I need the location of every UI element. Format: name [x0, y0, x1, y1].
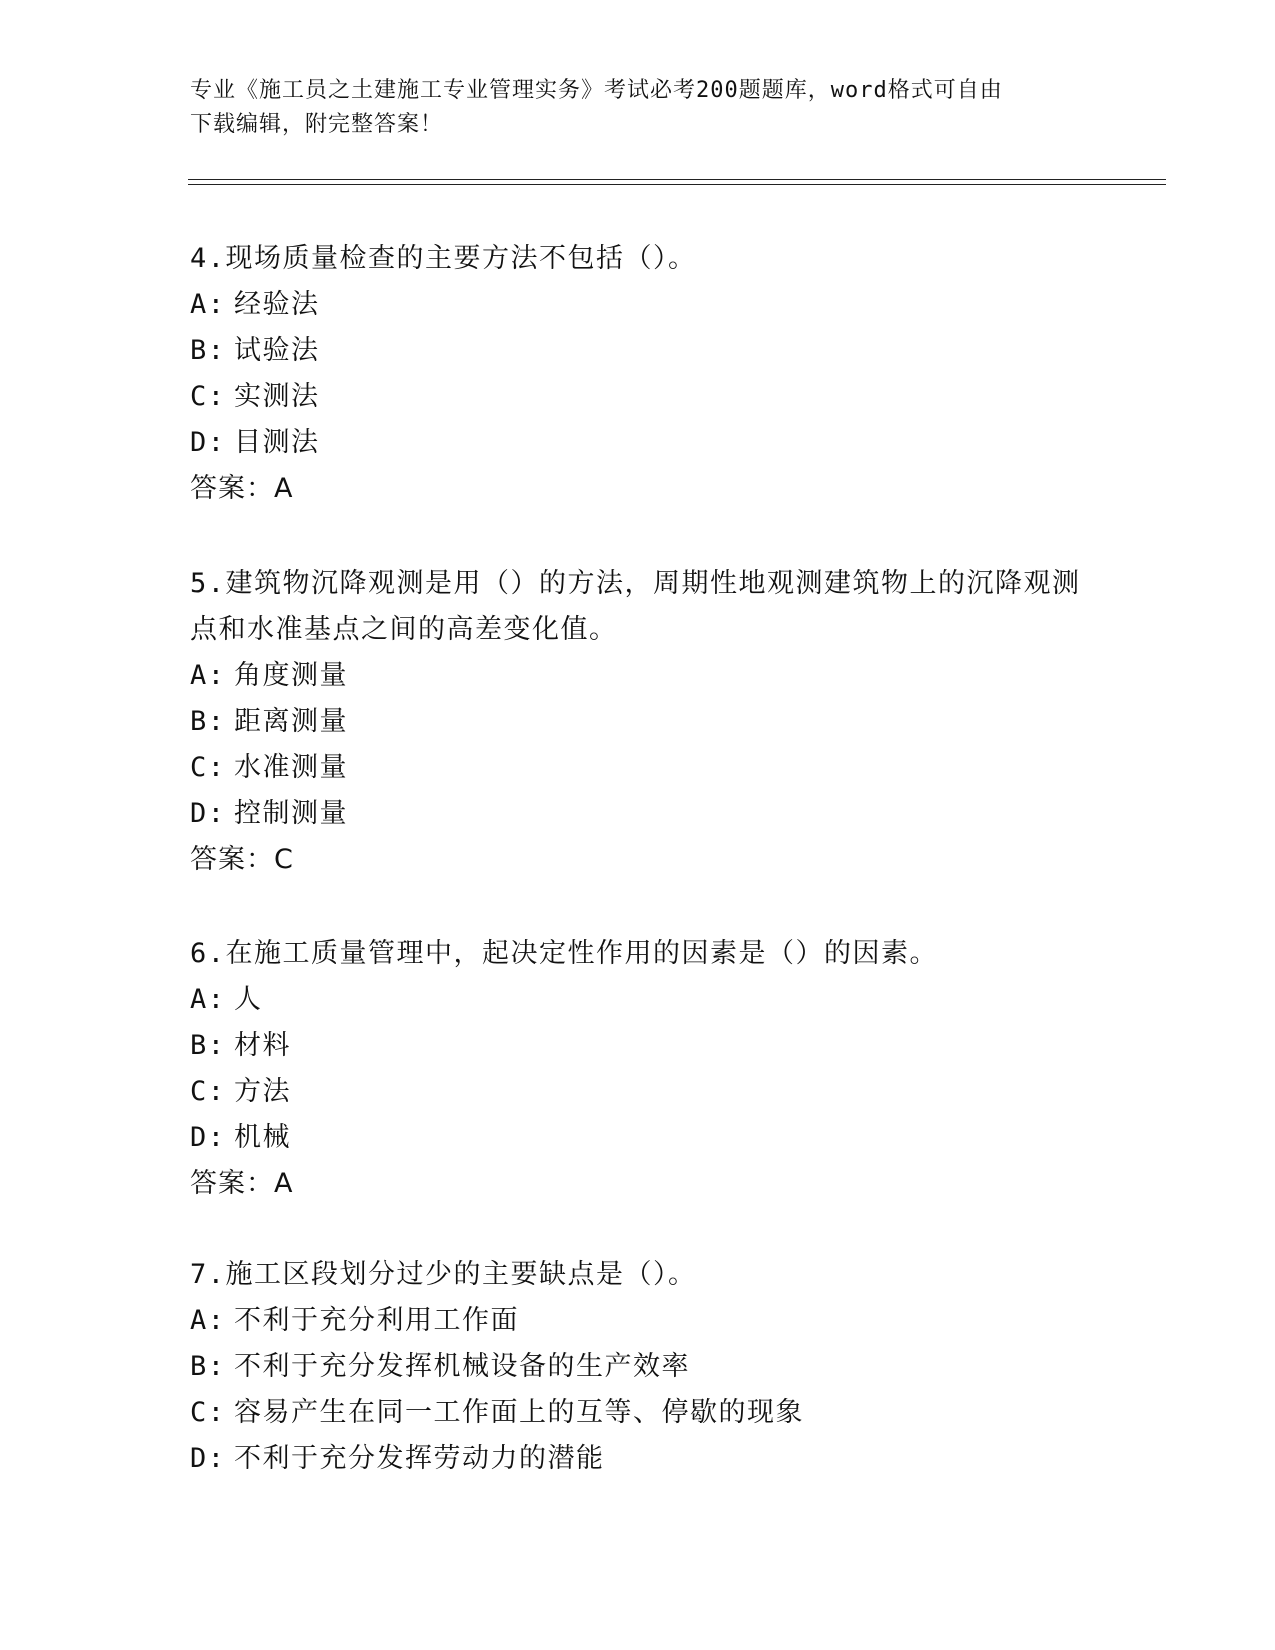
option-letter: C:	[190, 1397, 226, 1428]
option-letter: A:	[190, 289, 226, 320]
question-stem: 6.在施工质量管理中，起决定性作用的因素是（）的因素。	[190, 938, 939, 969]
option-letter: A:	[190, 660, 226, 691]
option-text: 机械	[234, 1122, 291, 1153]
option-c	[190, 374, 1090, 420]
question-stem: 4.现场质量检查的主要方法不包括（）。	[190, 243, 697, 274]
option-letter: B:	[190, 706, 226, 737]
option-letter: A:	[190, 1305, 226, 1336]
option-letter: C:	[190, 752, 226, 783]
option-text: 容易产生在同一工作面上的互等、停歇的现象	[234, 1397, 804, 1428]
option-d	[190, 1115, 1090, 1161]
answer-line: 答案：A	[190, 1168, 294, 1199]
question-stem: 7.施工区段划分过少的主要缺点是（）。	[190, 1259, 697, 1290]
option-c	[190, 1069, 1090, 1115]
option-c	[190, 1390, 1090, 1436]
option-text: 控制测量	[234, 798, 348, 829]
option-text: 不利于充分利用工作面	[234, 1305, 519, 1336]
option-letter: D:	[190, 427, 226, 458]
option-letter: D:	[190, 798, 226, 829]
header-line-1: 专业《施工员之土建施工专业管理实务》考试必考200题题库，word格式可自由	[190, 78, 1003, 103]
option-text: 实测法	[234, 381, 320, 412]
document-header	[190, 74, 1080, 142]
header-rule-bottom	[188, 184, 1166, 185]
option-letter: B:	[190, 1351, 226, 1382]
option-d	[190, 791, 1090, 837]
option-letter: D:	[190, 1443, 226, 1474]
option-letter: C:	[190, 381, 226, 412]
header-line-2: 下载编辑，附完整答案！	[190, 112, 444, 137]
option-b	[190, 328, 1090, 374]
option-text: 试验法	[234, 335, 320, 366]
option-text: 不利于充分发挥机械设备的生产效率	[234, 1351, 690, 1382]
option-text: 人	[234, 984, 263, 1015]
question-5	[190, 561, 1090, 883]
option-a	[190, 282, 1090, 328]
option-d	[190, 420, 1090, 466]
option-b	[190, 1344, 1090, 1390]
option-letter: A:	[190, 984, 226, 1015]
question-stem: 5.建筑物沉降观测是用（）的方法，周期性地观测建筑物上的沉降观测点和水准基点之间的高差变化值。	[190, 568, 1081, 645]
question-7	[190, 1252, 1090, 1482]
option-text: 材料	[234, 1030, 291, 1061]
question-6	[190, 931, 1090, 1207]
option-letter: B:	[190, 335, 226, 366]
option-a	[190, 653, 1090, 699]
option-b	[190, 699, 1090, 745]
header-rule-top	[188, 179, 1166, 180]
answer-line: 答案：C	[190, 844, 294, 875]
option-text: 不利于充分发挥劳动力的潜能	[234, 1443, 605, 1474]
option-text: 方法	[234, 1076, 291, 1107]
option-text: 水准测量	[234, 752, 348, 783]
option-letter: B:	[190, 1030, 226, 1061]
option-text: 目测法	[234, 427, 320, 458]
option-d	[190, 1436, 1090, 1482]
question-4	[190, 236, 1090, 512]
option-text: 角度测量	[234, 660, 348, 691]
option-b	[190, 1023, 1090, 1069]
option-text: 经验法	[234, 289, 320, 320]
answer-line: 答案：A	[190, 473, 294, 504]
option-letter: C:	[190, 1076, 226, 1107]
option-a	[190, 977, 1090, 1023]
option-c	[190, 745, 1090, 791]
option-text: 距离测量	[234, 706, 348, 737]
option-a	[190, 1298, 1090, 1344]
option-letter: D:	[190, 1122, 226, 1153]
